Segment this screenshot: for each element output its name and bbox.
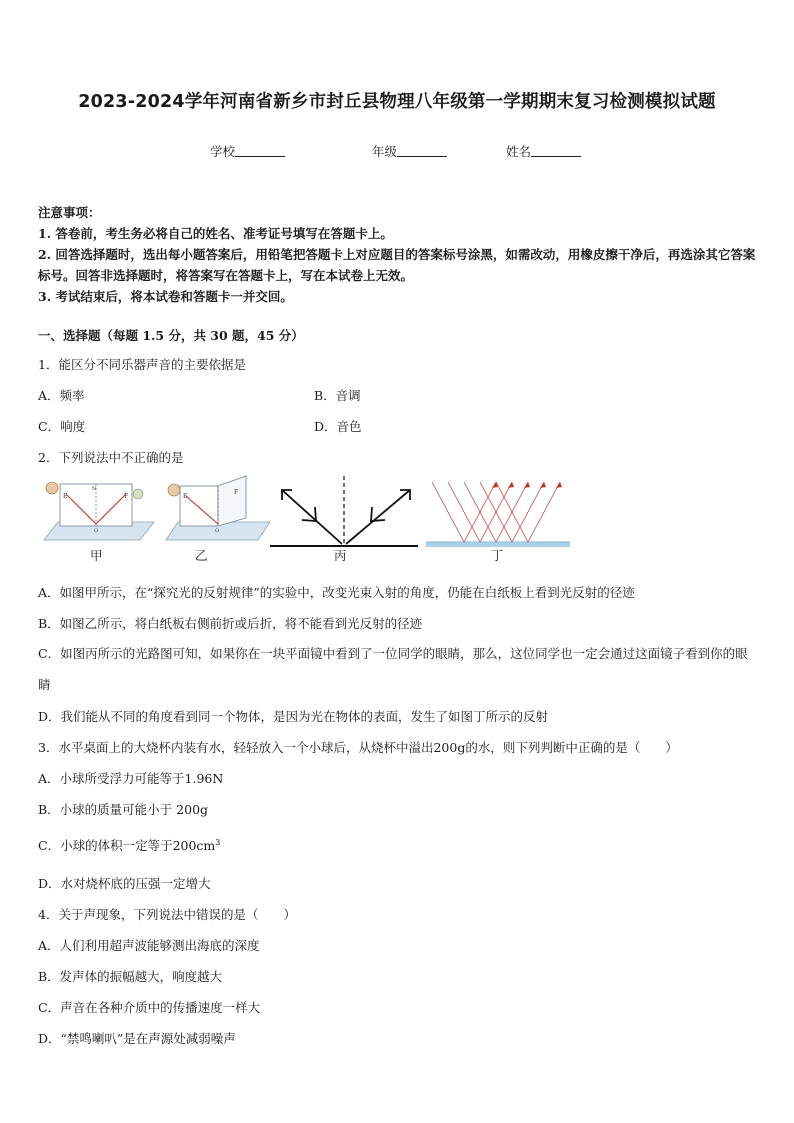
section-heading: 一、选择题（每题 1.5 分，共 30 题，45 分） <box>38 328 304 343</box>
svg-text:E: E <box>63 493 68 500</box>
figure-ding-diffuse-reflection <box>424 474 572 550</box>
option-b[interactable]: B．小球的质量可能小于 200g <box>38 802 209 817</box>
name-blank[interactable] <box>531 144 581 157</box>
notice-item: 3. 考试结束后，将本试卷和答题卡一并交回。 <box>38 289 293 304</box>
svg-text:E: E <box>183 493 188 500</box>
figure-jia-reflection-board <box>38 474 156 548</box>
school-blank[interactable] <box>235 144 285 157</box>
school-field[interactable] <box>210 142 285 160</box>
figure-yi-folded-board <box>162 474 272 548</box>
option-c[interactable]: C．响度 <box>38 419 86 434</box>
figure-label-jia: 甲 <box>90 548 103 563</box>
option-c-superscript: 3 <box>215 837 221 847</box>
svg-text:O: O <box>94 528 99 534</box>
question-stem: 1．能区分不同乐器声音的主要依据是 <box>38 357 246 372</box>
notice-item: 2. 回答选择题时，选出每小题答案后，用铅笔把答题卡上对应题目的答案标号涂黑，如需改动，用橡皮擦干净后，再选涂其它答案标号。回答非选择题时，将答案写在答题卡上，写在本试卷上无效。 <box>38 247 756 283</box>
option-b[interactable]: B．发声体的振幅越大，响度越大 <box>38 969 223 984</box>
notice-item: 1. 答卷前，考生务必将自己的姓名、准考证号填写在答题卡上。 <box>38 226 393 241</box>
option-a[interactable]: A．人们利用超声波能够测出海底的深度 <box>38 938 260 953</box>
option-d[interactable]: D．我们能从不同的角度看到同一个物体，是因为光在物体的表面，发生了如图丁所示的反射 <box>38 709 549 724</box>
option-d[interactable]: D．水对烧杯底的压强一定增大 <box>38 876 211 891</box>
svg-text:O: O <box>215 528 220 534</box>
figure-label-ding: 丁 <box>491 548 504 563</box>
name-field[interactable] <box>506 142 581 160</box>
figure-label-bing: 丙 <box>334 548 347 563</box>
svg-text:N: N <box>92 486 97 492</box>
name-label: 姓名 <box>506 144 532 159</box>
figure-label-yi: 乙 <box>195 548 208 563</box>
grade-blank[interactable] <box>397 144 447 157</box>
option-c[interactable] <box>38 836 220 854</box>
option-c[interactable]: C．声音在各种介质中的传播速度一样大 <box>38 1000 261 1015</box>
grade-field[interactable] <box>372 142 447 160</box>
option-d[interactable]: D．“禁鸣喇叭”是在声源处减弱噪声 <box>38 1031 236 1046</box>
option-d[interactable]: D．音色 <box>314 419 362 434</box>
grade-label: 年级 <box>372 144 398 159</box>
svg-text:F: F <box>124 493 129 500</box>
option-b[interactable]: B．音调 <box>314 388 361 403</box>
option-b[interactable]: B．如图乙所示，将白纸板右侧前折或后折，将不能看到光反射的径迹 <box>38 616 423 631</box>
question-stem: 2．下列说法中不正确的是 <box>38 450 184 465</box>
question-stem: 3．水平桌面上的大烧杯内装有水，轻轻放入一个小球后，从烧杯中溢出200g的水，则下列判断中正确的是（ ） <box>38 740 678 755</box>
figure-bing-ray-diagram <box>268 474 420 550</box>
page-title: 2023-2024学年河南省新乡市封丘县物理八年级第一学期期末复习检测模拟试题 <box>78 92 716 112</box>
svg-text:F: F <box>234 489 239 496</box>
school-label: 学校 <box>210 144 236 159</box>
option-a[interactable]: A．小球所受浮力可能等于1.96N <box>38 771 224 786</box>
option-c-text: C．小球的体积一定等于200cm <box>38 838 216 853</box>
option-a[interactable]: A．如图甲所示，在“探究光的反射规律”的实验中，改变光束入射的角度，仍能在白纸板上看到光反射的径迹 <box>38 585 635 600</box>
option-a[interactable]: A．频率 <box>38 388 85 403</box>
option-c[interactable]: C．如图丙所示的光路图可知，如果你在一块平面镜中看到了一位同学的眼睛，那么，这位同学也一定会通过这面镜子看到你的眼睛 <box>38 646 748 692</box>
question-stem: 4．关于声现象，下列说法中错误的是（ ） <box>38 907 296 922</box>
notice-heading: 注意事项： <box>38 205 101 220</box>
notice-block <box>38 202 758 307</box>
